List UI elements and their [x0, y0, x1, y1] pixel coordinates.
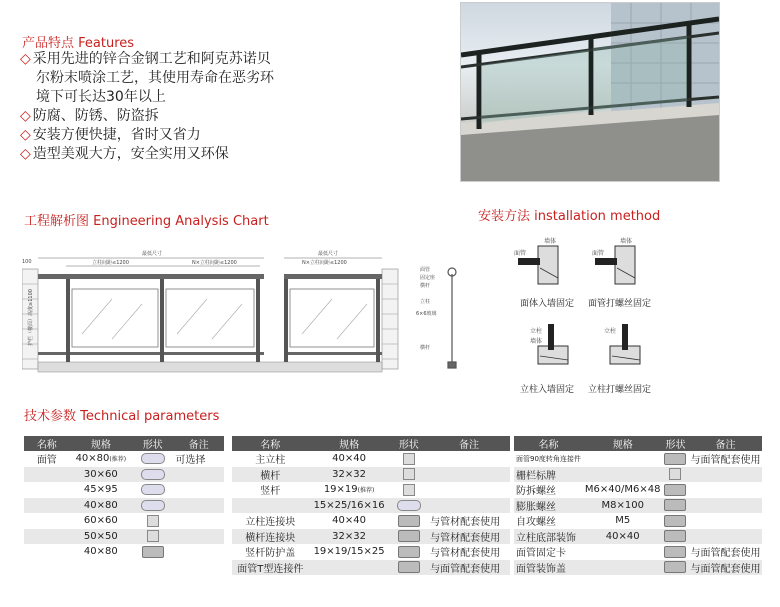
side-label: 横杆 [420, 345, 431, 351]
cell-note [173, 529, 224, 545]
install-caption: 面管打螺丝固定 [588, 299, 652, 309]
dim-label: 护栏（楼面）高度≥1100 [27, 289, 34, 346]
table-row [24, 544, 224, 560]
cell-spec [583, 451, 663, 467]
spec-value: 32×32 [332, 530, 366, 542]
cell-shape [662, 513, 688, 529]
install-caption: 立柱入墙固定 [520, 385, 575, 395]
cell-name: 立柱连接块 [245, 517, 296, 529]
cell-note [173, 482, 224, 498]
install-tag: 墙体 [530, 338, 543, 345]
cell-spec [70, 482, 132, 498]
dim-label: 最低尺寸 [142, 251, 163, 257]
cell-spec [583, 482, 663, 498]
table-row [514, 513, 762, 529]
spec-value: 40×40 [332, 453, 366, 465]
sq-profile-icon [147, 530, 159, 542]
cell-note: 与面管配套使用 [690, 455, 761, 467]
features-title: 产品特点 Features [22, 36, 135, 51]
part-profile-icon [664, 561, 686, 573]
cell-shape [662, 451, 688, 467]
side-label: 固定座 [420, 275, 436, 281]
col-header: 规格 [583, 436, 663, 451]
cell-note [688, 482, 762, 498]
cell-note: 与管材配套使用 [430, 517, 501, 529]
cell-spec [309, 560, 390, 576]
cell-note [688, 498, 762, 514]
cell-note: 与管材配套使用 [430, 548, 501, 560]
install-tag: 墙体 [544, 238, 557, 245]
cell-shape [390, 560, 429, 576]
cell-shape [132, 467, 173, 483]
oval-profile-icon [397, 500, 421, 511]
cell-name: 防拆螺丝 [516, 486, 556, 498]
installation-title: 安装方法 installation method [478, 209, 661, 224]
spec-value: 19×19/15×25 [313, 546, 385, 558]
cell-name [232, 498, 309, 514]
col-header: 名称 [514, 436, 583, 451]
spec-value: 19×19 [323, 484, 358, 496]
col-header: 备注 [428, 436, 510, 451]
cell-note: 与面管配套使用 [690, 548, 761, 560]
install-caption: 面体入墙固定 [520, 299, 575, 309]
installation-diagrams [500, 228, 680, 398]
sq-profile-icon [403, 468, 415, 480]
cell-name [24, 467, 70, 483]
cell-shape [132, 451, 173, 467]
spec-value: 40×40 [332, 515, 366, 527]
table-row [232, 451, 510, 467]
cell-shape [390, 529, 429, 545]
cell-name: 横杆 [232, 467, 309, 483]
oval-profile-icon [141, 453, 165, 464]
oval-profile-icon [141, 469, 165, 480]
dim-label: N×立柱间距≤1200 [192, 260, 237, 266]
cell-spec [309, 513, 390, 529]
cell-name [24, 513, 70, 529]
spec-note: (推荐) [109, 456, 127, 464]
side-label: 面管 [420, 267, 431, 273]
col-header: 备注 [688, 436, 762, 451]
table-row [514, 529, 762, 545]
spec-value: 32×32 [332, 468, 366, 480]
cell-spec [583, 529, 663, 545]
table-row [232, 544, 510, 560]
cell-name: 竖杆 [260, 486, 281, 498]
cell-spec [583, 544, 663, 560]
part-profile-icon [398, 530, 420, 542]
spec-value: 40×40 [605, 530, 640, 542]
cell-name: 面管装饰盖 [514, 560, 583, 576]
table-row [232, 529, 510, 545]
engineering-title: 工程解析图 Engineering Analysis Chart [24, 214, 269, 229]
table-row [24, 529, 224, 545]
spec-value: M5 [615, 515, 631, 527]
cell-name: 栅栏标牌 [514, 467, 583, 483]
table-row [24, 498, 224, 514]
dim-label: N×立柱间距≤1200 [302, 260, 347, 266]
cell-shape [390, 513, 429, 529]
install-tag: 立柱 [604, 328, 617, 335]
spec-value: 50×50 [83, 530, 118, 542]
cell-name [24, 529, 70, 545]
part-profile-icon [664, 499, 686, 511]
cell-shape [132, 544, 173, 560]
table-row [24, 451, 224, 467]
bullet-icon: ◇ [20, 146, 31, 162]
col-header: 形状 [662, 436, 688, 451]
cell-shape [662, 467, 688, 483]
install-tag: 面管 [592, 250, 605, 257]
cell-name: 面管 [36, 455, 57, 467]
cell-note [173, 544, 224, 560]
cell-shape [390, 544, 429, 560]
cell-name: 面管固定卡 [516, 548, 566, 560]
feature-line: ◇ 造型美观大方，安全实用又环保 [20, 146, 229, 162]
oval-profile-icon [141, 484, 165, 495]
table-row [24, 513, 224, 529]
spec-value: 40×80 [83, 546, 118, 558]
cell-note [173, 498, 224, 514]
cell-shape [132, 498, 173, 514]
cell-name [24, 482, 70, 498]
cell-note: 与面管配套使用 [688, 560, 762, 576]
cell-name: 主立柱 [255, 455, 286, 467]
oval-profile-icon [141, 500, 165, 511]
spec-value: M8×100 [601, 499, 644, 511]
spec-table-accessories [514, 436, 762, 575]
cell-spec [70, 451, 132, 467]
tech-title: 技术参数 Technical parameters [24, 409, 220, 424]
bullet-icon: ◇ [20, 51, 31, 67]
cell-name: 自攻螺丝 [516, 517, 556, 529]
cell-shape [662, 560, 688, 576]
cell-shape [662, 482, 688, 498]
cell-note: 可选择 [175, 455, 206, 467]
col-header: 形状 [132, 436, 173, 451]
table-row [514, 467, 762, 483]
spec-note: (推荐) [357, 487, 375, 495]
cell-shape [662, 498, 688, 514]
part-profile-icon [398, 546, 420, 558]
dim-label: 100 [22, 259, 32, 265]
table-row [232, 482, 510, 498]
table-row [24, 482, 224, 498]
cell-spec [583, 498, 663, 514]
cell-shape [132, 529, 173, 545]
install-tag: 面管 [514, 250, 527, 257]
col-header: 备注 [173, 436, 224, 451]
table-row [514, 560, 762, 576]
cell-name: 竖杆防护盖 [245, 548, 296, 560]
cell-spec [309, 482, 390, 498]
table-row [232, 513, 510, 529]
cell-spec [309, 451, 390, 467]
cell-note [173, 513, 224, 529]
part-profile-icon [664, 515, 686, 527]
spec-value: 40×80 [75, 453, 110, 465]
table-row [514, 498, 762, 514]
col-header: 名称 [232, 436, 309, 451]
cell-shape [390, 467, 429, 483]
sq-profile-icon [147, 515, 159, 527]
spec-value: 40×80 [83, 499, 118, 511]
cell-note: 与管材配套使用 [428, 529, 510, 545]
cell-note [688, 513, 762, 529]
cell-spec [70, 513, 132, 529]
railing-photo [460, 2, 720, 182]
cell-spec [70, 529, 132, 545]
spec-value: 60×60 [83, 515, 118, 527]
cell-name [24, 544, 70, 560]
cell-shape [662, 544, 688, 560]
cell-spec [309, 498, 390, 514]
table-row [514, 482, 762, 498]
cell-note [428, 482, 510, 498]
engineering-drawing [22, 244, 462, 384]
bullet-icon: ◇ [20, 127, 31, 143]
part-profile-icon [142, 546, 164, 558]
cell-name: 面管T型连接件 [232, 560, 309, 576]
table-body [514, 451, 762, 575]
cell-shape [662, 529, 688, 545]
bullet-icon: ◇ [20, 108, 31, 124]
install-tag: 墙体 [620, 238, 633, 245]
cell-note [688, 467, 762, 483]
cell-shape [390, 482, 429, 498]
col-header: 规格 [70, 436, 132, 451]
table-body [24, 451, 224, 560]
part-profile-icon [664, 546, 686, 558]
feature-line: ◇ 采用先进的锌合金钢工艺和阿克苏诺贝 [20, 51, 271, 67]
spec-value: 30×60 [83, 468, 118, 480]
cell-name: 立柱底部装饰 [514, 529, 583, 545]
cell-shape [390, 498, 429, 514]
features-list [20, 50, 274, 164]
spec-value: 15×25/16×16 [313, 499, 385, 511]
table-row [514, 451, 762, 467]
sq-profile-icon [669, 468, 681, 480]
table-row [232, 560, 510, 576]
cell-name: 横杆连接块 [232, 529, 309, 545]
spec-table-posts [232, 436, 510, 575]
cell-name [24, 498, 70, 514]
cell-spec [309, 467, 390, 483]
spec-value: M6×40/M6×48 [584, 484, 661, 496]
spec-table-tubes [24, 436, 224, 560]
cell-shape [132, 482, 173, 498]
table-row [24, 467, 224, 483]
cell-note [428, 498, 510, 514]
cell-note [428, 467, 510, 483]
cell-spec [309, 544, 390, 560]
sq-profile-icon [403, 453, 415, 465]
col-header: 规格 [309, 436, 390, 451]
feature-line: 境下可长达30年以上 [36, 89, 166, 105]
install-tag: 立柱 [530, 328, 543, 335]
table-row [232, 467, 510, 483]
part-profile-icon [664, 484, 686, 496]
side-label: 横杆 [420, 283, 431, 289]
cell-note [428, 451, 510, 467]
cell-spec [309, 529, 390, 545]
cell-note: 与面管配套使用 [428, 560, 510, 576]
part-profile-icon [398, 561, 420, 573]
feature-line: 尔粉末喷涂工艺，其使用寿命在恶劣环 [36, 70, 274, 86]
feature-line: ◇ 安装方便快捷，省时又省力 [20, 127, 201, 143]
table-row [232, 498, 510, 514]
cell-spec [70, 467, 132, 483]
col-header: 名称 [24, 436, 70, 451]
cell-name: 面管90度转角连接件 [516, 454, 581, 463]
feature-line: ◇ 防腐、防锈、防盗拆 [20, 108, 159, 124]
cell-note [173, 467, 224, 483]
install-caption: 立柱打螺丝固定 [588, 385, 652, 395]
table-body [232, 451, 510, 575]
cell-spec [70, 498, 132, 514]
table-row [514, 544, 762, 560]
part-profile-icon [664, 453, 686, 465]
part-profile-icon [664, 530, 686, 542]
cell-spec [70, 544, 132, 560]
sq-profile-icon [403, 484, 415, 496]
col-header: 形状 [390, 436, 429, 451]
cell-spec [583, 560, 663, 576]
cell-shape [390, 451, 429, 467]
spec-value: 45×95 [83, 484, 118, 496]
cell-spec [583, 513, 663, 529]
side-label: 立柱 [420, 299, 431, 305]
cell-shape [132, 513, 173, 529]
cell-note [688, 529, 762, 545]
side-label: 6×6玻璃 [416, 311, 437, 317]
part-profile-icon [398, 515, 420, 527]
dim-label: 最低尺寸 [318, 251, 339, 257]
cell-name: 膨胀螺丝 [514, 498, 583, 514]
dim-label: 立柱间距≤1200 [92, 260, 129, 266]
cell-spec [583, 467, 663, 483]
